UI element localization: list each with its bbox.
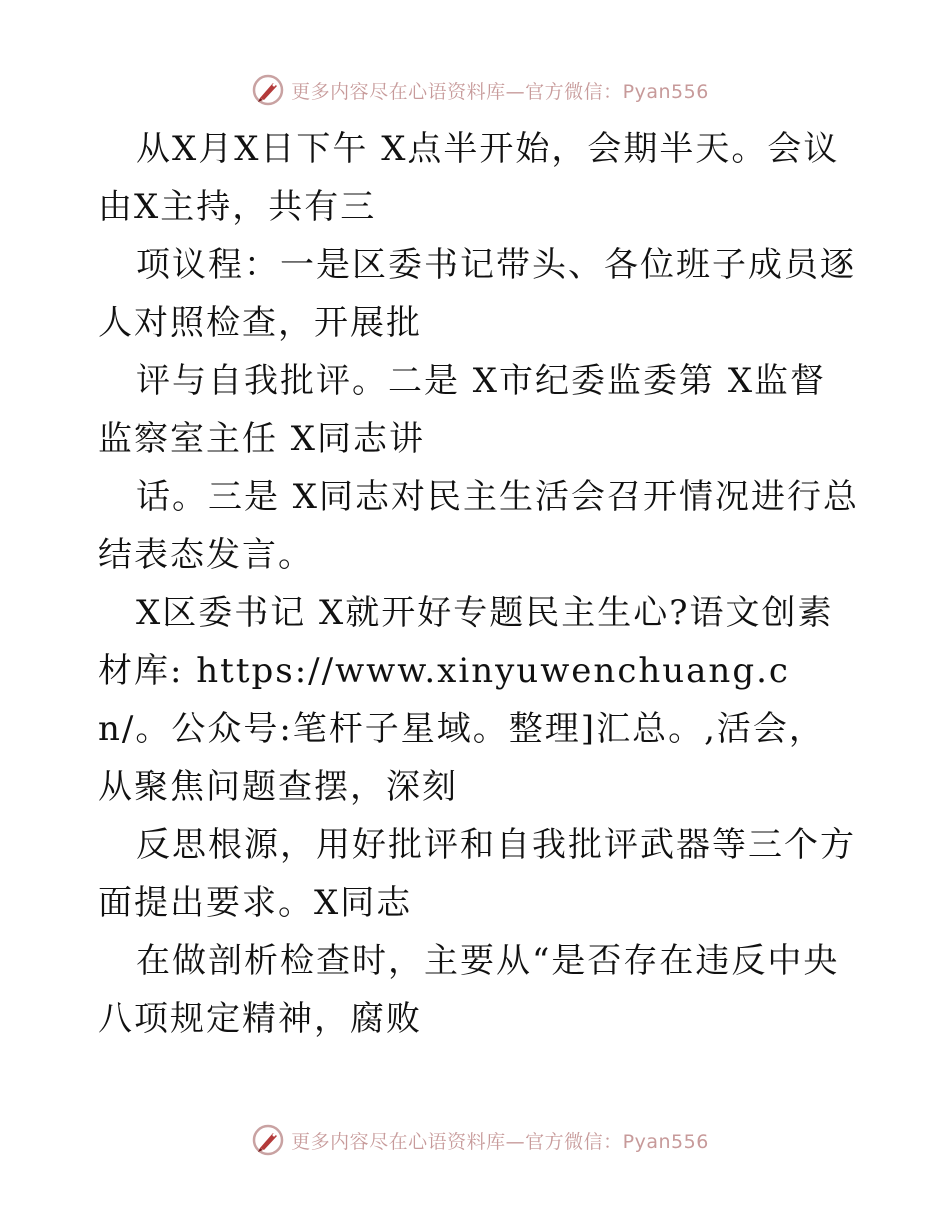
footer-watermark bbox=[0, 1120, 950, 1160]
watermark-text: 更多内容尽在心语资料库—官方微信：Pyan556 bbox=[291, 1130, 709, 1153]
paragraph: 评与自我批评。二是 X市纪委监委第 X监督监察室主任 X同志讲 bbox=[98, 361, 827, 459]
paragraph: 从X月X日下午 X点半开始，会期半天。会议由X主持，共有三 bbox=[98, 129, 840, 227]
pen-logo-icon bbox=[251, 73, 285, 107]
paragraph: 反思根源，用好批评和自我批评武器等三个方面提出要求。X同志 bbox=[98, 825, 856, 923]
document-body bbox=[0, 120, 950, 1048]
paragraph: 项议程：一是区委书记带头、各位班子成员逐人对照检查，开展批 bbox=[98, 245, 856, 343]
header-watermark bbox=[0, 70, 950, 110]
paragraph: 在做剖析检查时，主要从“是否存在违反中央八项规定精神，腐败 bbox=[98, 941, 840, 1039]
watermark-text: 更多内容尽在心语资料库—官方微信：Pyan556 bbox=[291, 80, 709, 103]
paragraph: 话。三是 X同志对民主生活会召开情况进行总结表态发言。 bbox=[98, 477, 860, 575]
pen-logo-icon bbox=[251, 1123, 285, 1157]
paragraph: X区委书记 X就开好专题民主生心?语文创素材库: https://www.xinyuwenchuang.cn/。公众号:笔杆子星域。整理]汇总。,活会，从聚焦问题查摆，深刻 bbox=[98, 593, 834, 807]
